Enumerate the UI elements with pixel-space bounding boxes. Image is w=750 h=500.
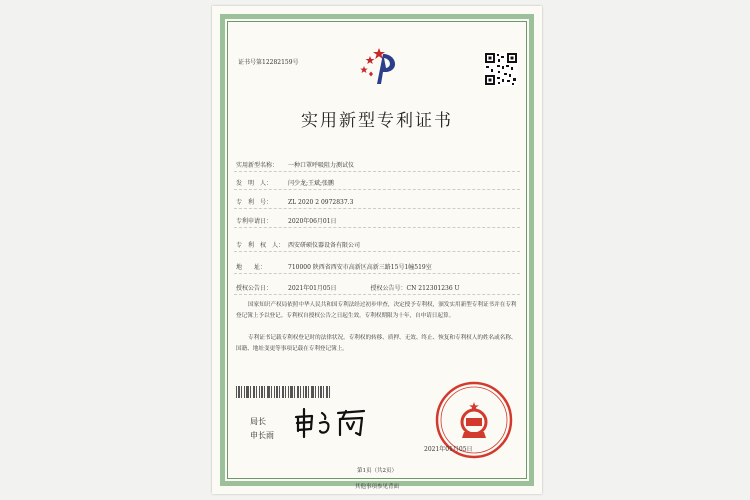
field-divider — [234, 227, 520, 228]
field-application-date: 专利申请日： 2020年06月01日 — [236, 218, 337, 225]
certificate-paragraph-1: 国家知识产权局依照中华人民共和国专利法经过初步审查，决定授予专利权，颁发实用新型专利证书并在专利登记簿上予以登记。专利权自授权公告之日起生效。专利权期限为十年，自申请日起算。 — [236, 302, 517, 319]
field-divider — [234, 189, 520, 190]
page-number: 第1页（共2页） — [357, 468, 397, 474]
barcode-icon — [236, 386, 332, 398]
field-divider — [234, 273, 520, 274]
field-divider — [234, 294, 520, 295]
field-utility-model-name: 实用新型名称： 一种口罩呼吸阻力测试仪 — [236, 162, 355, 169]
field-patentee: 专 利 权 人： 西安研硕仪器设备有限公司 — [236, 242, 361, 249]
qr-code-icon — [484, 52, 518, 86]
certificate-number: 证书号第12282159号 — [238, 59, 299, 66]
patent-office-logo-icon — [355, 46, 405, 88]
field-inventors: 发 明 人： 闫少龙;王斌;张鹏 — [236, 180, 335, 187]
signature-icon — [292, 405, 372, 439]
field-divider — [234, 251, 520, 252]
footer-note: 其他事项参见背面 — [354, 484, 399, 490]
field-address: 地 址： 710000 陕西省西安市高新区高新三路15号1幢519室 — [236, 264, 432, 271]
certificate-paragraph-2: 专利证书记载专利权登记时的法律状况。专利权的转移、质押、无效、终止、恢复和专利权人的姓名或名称、国籍、地址变更等事项记载在专利登记簿上。 — [236, 335, 517, 352]
certificate-title: 实用新型专利证书 — [301, 111, 453, 131]
field-patent-number: 专 利 号： ZL 2020 2 0972837.3 — [236, 199, 354, 206]
signatory-name: 申长雨 — [250, 431, 274, 440]
field-grant-date: 授权公告日： 2021年01月05日 授权公告号：CN 212301236 U — [236, 285, 460, 292]
seal-date: 2021年01月05日 — [424, 446, 473, 453]
field-divider — [234, 208, 520, 209]
signatory-title: 局长 — [250, 417, 266, 426]
field-divider — [234, 171, 520, 172]
patent-certificate — [212, 6, 542, 494]
